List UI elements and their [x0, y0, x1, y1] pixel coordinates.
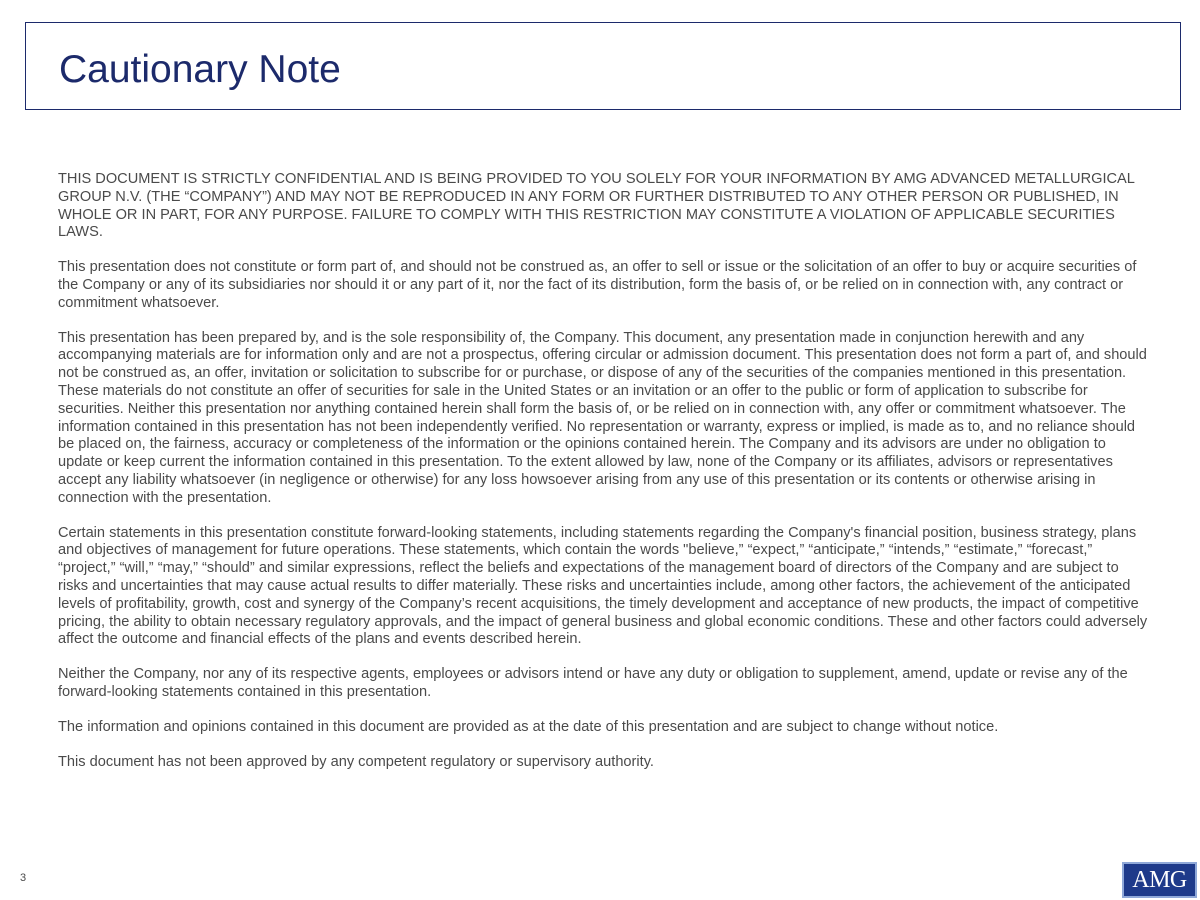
responsibility-paragraph: This presentation has been prepared by, and is the sole responsibility of, the Company. This document, any presentation made in conjunction herewith and any accompanying materials are for information only and are not a prospectus, offering circular or admission document. This presentation does not form a part of, and should not be construed as, an offer, invitation or solicitation to subscribe for or purchase, or dispose of any of the securities of the companies mentioned in this presentation. These materials do not constitute an offer of securities for sale in the United States or an invitation or an offer to the public or form of application to subscribe for securities. Neither this presentation nor anything contained herein shall form the basis of, or be relied on in connection with, any offer or commitment whatsoever. The information contained in this presentation has not been independently verified. No representation or warranty, express or implied, is made as to, and no reliance should be placed on, the fairness, accuracy or completeness of the information or the opinions contained herein. The Company and its advisors are under no obligation to update or keep current the information contained in this presentation. To the extent allowed by law, none of the Company or its affiliates, advisors or representatives accept any liability whatsoever (in negligence or otherwise) for any loss howsoever arising from any use of this presentation or its contents or otherwise arising in connection with the presentation.	[58, 329, 1147, 506]
page-number: 3	[20, 872, 27, 884]
logo-text: AMG	[1132, 866, 1187, 893]
no-offer-paragraph: This presentation does not constitute or form part of, and should not be construed as, an offer to sell or issue or the solicitation of an offer to buy or acquire securities of the Company or any of its subsidiaries nor should it or any part of it, nor the fact of its distribution, form the basis of, or be relied on in connection with, any contract or commitment whatsoever.	[58, 259, 1137, 311]
forward-looking-paragraph: Certain statements in this presentation constitute forward-looking statements, including statements regarding the Company's financial position, business strategy, plans and objectives of management for future operations. These statements, which contain the words "believe,” “expect,” “anticipate,” “intends,” “estimate,” “forecast,” “project,” “will,” “may,” “should” and similar expressions, reflect the beliefs and expectations of the management board of directors of the Company and are subject to risks and uncertainties that may cause actual results to differ materially. These risks and uncertainties include, among other factors, the achievement of the anticipated levels of profitability, growth, cost and synergy of the Company’s recent acquisitions, the timely development and acceptance of new products, the impact of competitive pricing, the ability to obtain necessary regulatory approvals, and the impact of general business and global economic conditions. These and other factors could adversely affect the outcome and financial effects of the plans and events described herein.	[58, 524, 1148, 648]
page-title: Cautionary Note	[59, 48, 341, 91]
amg-logo	[1122, 862, 1197, 898]
confidentiality-paragraph: THIS DOCUMENT IS STRICTLY CONFIDENTIAL AND IS BEING PROVIDED TO YOU SOLELY FOR YOUR INFORMATION BY AMG ADVANCED METALLURGICAL GROUP N.V. (THE “COMPANY”) AND MAY NOT BE REPRODUCED IN ANY FORM OR FURTHER DISTRIBUTED TO ANY OTHER PERSON OR PUBLISHED, IN WHOLE OR IN PART, FOR ANY PURPOSE. FAILURE TO COMPLY WITH THIS RESTRICTION MAY CONSTITUTE A VIOLATION OF APPLICABLE SECURITIES LAWS.	[58, 171, 1135, 241]
title-box	[25, 22, 1181, 110]
change-notice-paragraph: The information and opinions contained in this document are provided as at the date of this presentation and are subject to change without notice.	[58, 718, 999, 735]
disclaimer-body	[58, 171, 1148, 788]
not-approved-paragraph: This document has not been approved by any competent regulatory or supervisory authority.	[58, 753, 654, 770]
no-update-paragraph: Neither the Company, nor any of its respective agents, employees or advisors intend or have any duty or obligation to supplement, amend, update or revise any of the forward-looking statements contained in this presentation.	[58, 666, 1128, 700]
